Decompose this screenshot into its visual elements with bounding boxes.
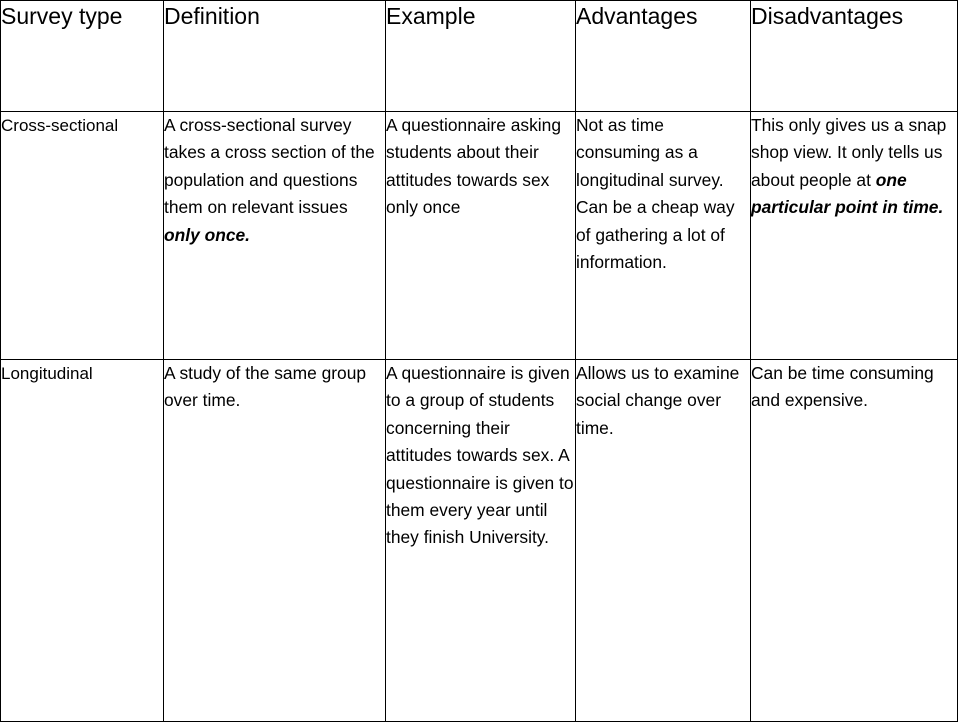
survey-type-cell: Longitudinal — [1, 360, 164, 722]
advantages-cell: Allows us to examine social change over time. — [576, 360, 751, 722]
header-advantages: Advantages — [576, 1, 751, 112]
disadvantages-text: This only gives us a snap shop view. It only tells us about people at — [751, 115, 947, 190]
advantages-cell: Not as time consuming as a longitudinal survey. Can be a cheap way of gathering a lot of information. — [576, 112, 751, 360]
table-row — [1, 360, 958, 722]
definition-text: A cross-sectional survey takes a cross section of the population and questions them on relevant issues — [164, 115, 375, 218]
header-example: Example — [386, 1, 576, 112]
definition-cell: A study of the same group over time. — [164, 360, 386, 722]
disadvantages-emphasis: one particular point in time. — [751, 169, 944, 218]
disadvantages-cell: Can be time consuming and expensive. — [751, 360, 958, 722]
header-disadvantages: Disadvantages — [751, 1, 958, 112]
header-row — [1, 1, 958, 112]
example-cell: A questionnaire is given to a group of students concerning their attitudes towards sex. A questionnaire is given to them every year until they finish University. — [386, 360, 576, 722]
disadvantages-cell — [751, 112, 958, 360]
definition-emphasis: only once. — [164, 224, 251, 245]
table-row — [1, 112, 958, 360]
header-survey-type: Survey type — [1, 1, 164, 112]
definition-cell — [164, 112, 386, 360]
survey-type-cell: Cross-sectional — [1, 112, 164, 360]
example-cell: A questionnaire asking students about their attitudes towards sex only once — [386, 112, 576, 360]
header-definition: Definition — [164, 1, 386, 112]
